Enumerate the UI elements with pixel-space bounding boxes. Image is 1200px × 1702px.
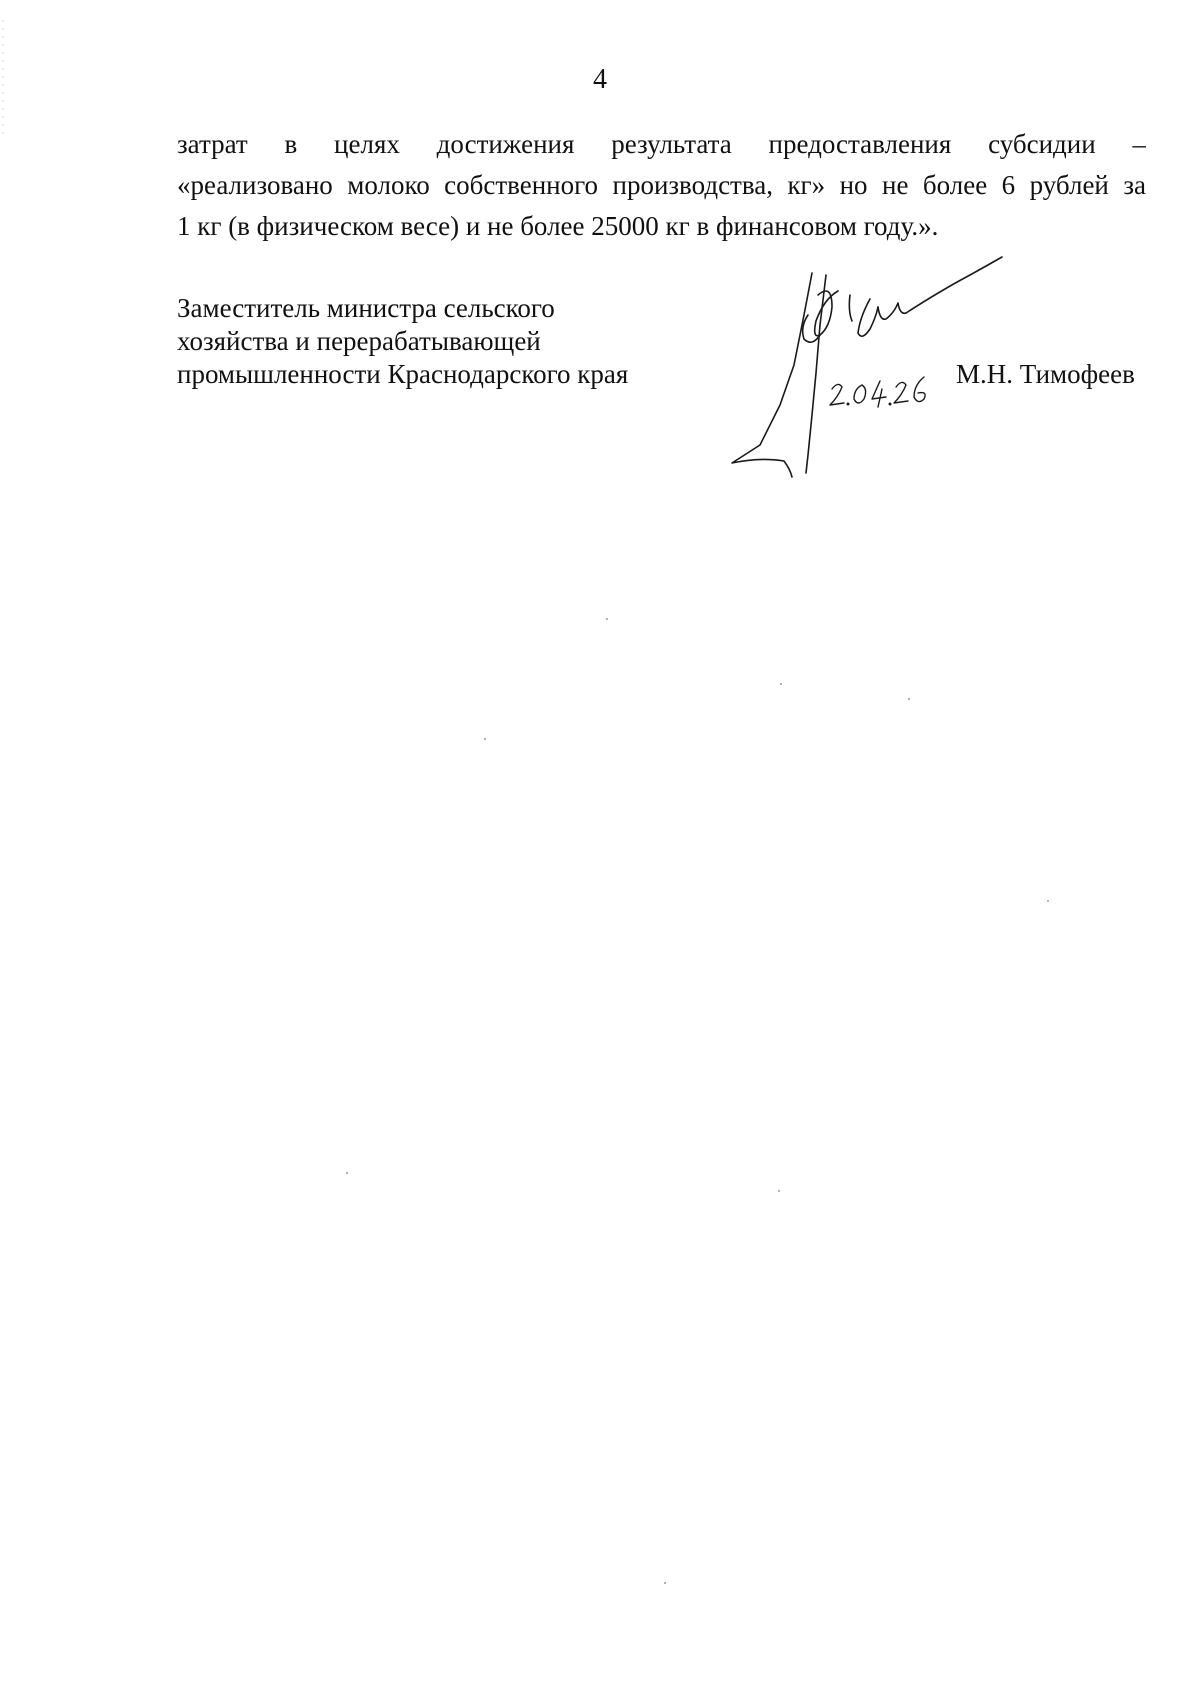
scan-edge-marks — [0, 0, 6, 1697]
body-line: «реализовано молоко собственного производства, кг» но не более 6 рублей за — [177, 170, 1146, 200]
signatory-title — [177, 292, 657, 391]
signatory-title-line: хозяйства и перерабатывающей — [177, 326, 541, 356]
body-paragraph — [177, 124, 1146, 247]
page-number: 4 — [593, 64, 607, 95]
signatory-title-line: промышленности Краснодарского края — [177, 359, 629, 389]
body-line: затрат в целях достижения результата предоставления субсидии – — [177, 129, 1146, 159]
body-line: 1 кг (в физическом весе) и не более 25000 кг в финансовом году.». — [177, 211, 939, 241]
signatory-title-line: Заместитель министра сельского — [177, 293, 555, 323]
signatory-name: М.Н. Тимофеев — [956, 359, 1135, 389]
